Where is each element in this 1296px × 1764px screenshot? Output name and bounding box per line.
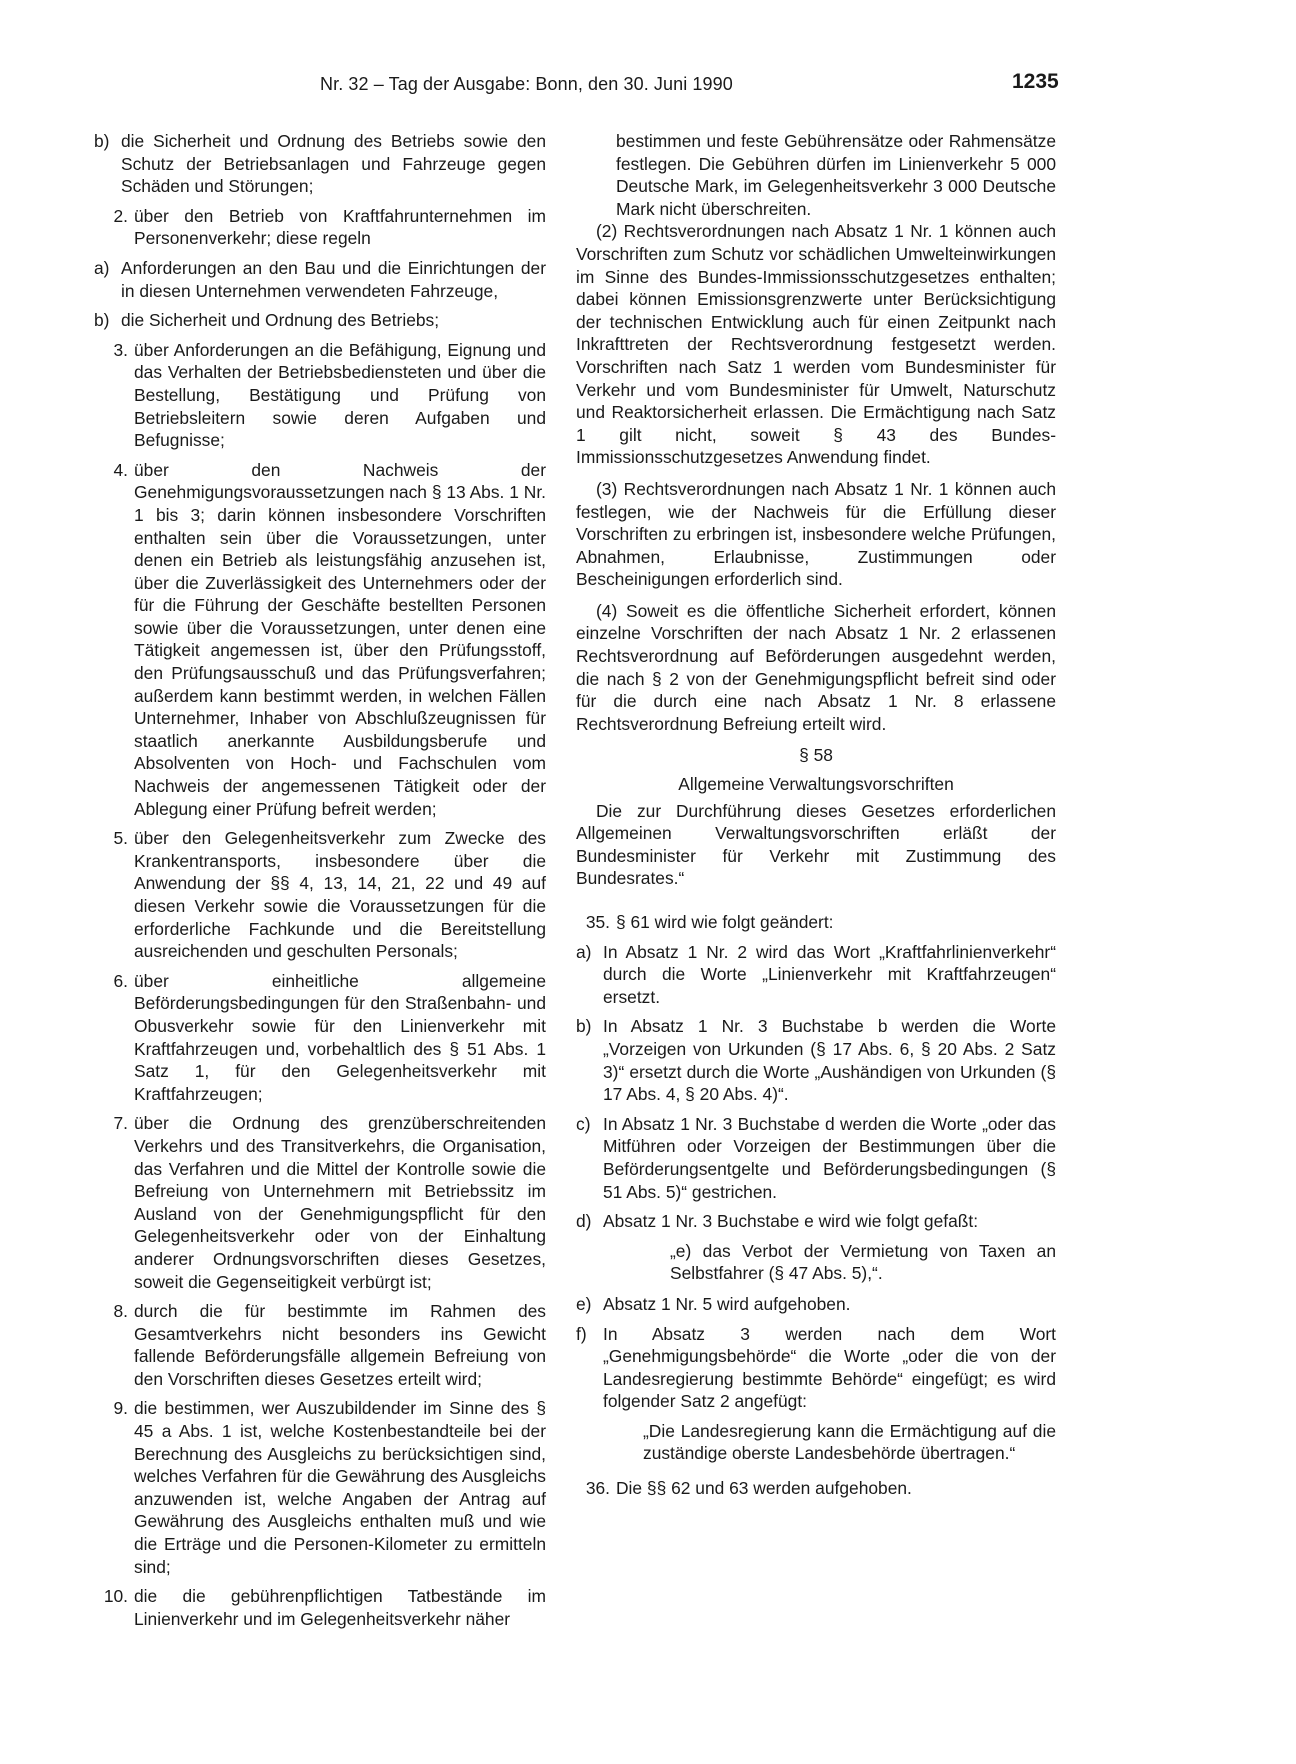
- list-item: [94, 205, 546, 250]
- item-label: 35.: [585, 912, 610, 932]
- item-text: In Absatz 3 werden nach dem Wort „Genehmigungsbehörde“ die Worte „oder die von der Landesregierung bestimmte Behörde“ eingefügt; es wird folgender Satz 2 angefügt:: [603, 1323, 1056, 1412]
- sub-item: [94, 130, 546, 198]
- paragraph: (2) Rechtsverordnungen nach Absatz 1 Nr. 1 können auch Vorschriften zum Schutz vor schädlichen Umwelteinwirkungen im Sinne des Bundes-Immissionsschutzgesetzes enthalten; dabei können Emissionsgrenzwerte unter Berücksichtigung der technischen Entwicklung auch für einen Zeitpunkt nach Inkrafttreten der Rechtsverordnung festgesetzt werden. Vorschriften nach Satz 1 werden vom Bundesminister für Verkehr und vom Bundesminister für Umwelt, Naturschutz und Reaktorsicherheit erlassen. Die Ermächtigung nach Satz 1 gilt nicht, soweit § 43 des Bundes-Immissionsschutzgesetzes Anwendung findet.: [576, 221, 1056, 468]
- list-item: [94, 827, 546, 963]
- item-text: Die §§ 62 und 63 werden aufgehoben.: [616, 1478, 912, 1499]
- page-header: Nr. 32 – Tag der Ausgabe: Bonn, den 30. Juni 1990: [320, 74, 733, 94]
- item-label: 8.: [113, 1301, 128, 1322]
- item-label: a): [576, 941, 592, 962]
- list-item: [94, 970, 546, 1106]
- item-label: 6.: [113, 970, 128, 991]
- left-column: [94, 130, 546, 1637]
- item-label: 5.: [113, 828, 128, 849]
- item-label: 3.: [113, 339, 128, 360]
- continuation-text: bestimmen und feste Gebührensätze oder Rahmensätze festlegen. Die Gebühren dürfen im Linienverkehr 5 000 Deutsche Mark, im Gelegenheitsverkehr 3 000 Deutsche Mark nicht überschreiten.: [616, 131, 1056, 219]
- item-label: b): [94, 131, 110, 151]
- list-item: [94, 459, 546, 821]
- item-label: c): [576, 1113, 591, 1134]
- paragraph: Die zur Durchführung dieses Gesetzes erforderlichen Allgemeinen Verwaltungsvorschriften erläßt der Bundesminister für Verkehr mit Zustimmung des Bundesrates.“: [576, 800, 1056, 889]
- item-text: über den Nachweis der Genehmigungsvoraussetzungen nach § 13 Abs. 1 Nr. 1 bis 3; darin können insbesondere Vorschriften enthalten sein über die Voraussetzungen, unter denen ein Betrieb als leistungsfähig anzusehen ist, über die Zuverlässigkeit des Unternehmers oder der für die Führung der Geschäfte bestellten Personen sowie über die Voraussetzungen, unter denen eine Tätigkeit angemessen ist, über den Prüfungsstoff, den Prüfungsausschuß und das Prüfungsverfahren; außerdem kann bestimmt werden, in welchen Fällen Unternehmer, Inhaber von Abschlußzeugnissen für staatlich anerkannte Ausbildungsberufe und Absolventen von Hoch- und Fachschulen vom Nachweis der angemessenen Tätigkeit oder der Ablegung einer Prüfung befreit werden;: [134, 459, 546, 819]
- item-label: 36.: [585, 1478, 610, 1499]
- item-text: die bestimmen, wer Auszubildender im Sinne des § 45 a Abs. 1 ist, welche Kostenbestandteile bei der Berechnung des Ausgleichs zu berücksichtigen sind, welches Verfahren für die Gewährung des Ausgleichs anzuwenden ist, welche Angaben der Antrag auf Gewährung des Ausgleichs enthalten muß und wie die Erträge und die Personen-Kilometer zu ermitteln sind;: [134, 1398, 546, 1577]
- item-text: die Sicherheit und Ordnung des Betriebs sowie den Schutz der Betriebsanlagen und Fahrzeuge gegen Schäden und Störungen;: [121, 131, 546, 197]
- item-label: 7.: [113, 1113, 128, 1134]
- list-item: [94, 339, 546, 452]
- item-text: über einheitliche allgemeine Beförderungsbedingungen für den Straßenbahn- und Obusverkehr sowie für den Linienverkehr mit Kraftfahrzeugen und, vorbehaltlich des § 51 Abs. 1 Satz 1, für den Gelegenheitsverkehr mit Kraftfahrzeugen;: [134, 970, 546, 1104]
- section-heading: Allgemeine Verwaltungsvorschriften: [678, 774, 954, 795]
- item-text: durch die für bestimmte im Rahmen des Gesamtverkehrs nicht besonders ins Gewicht fallende Beförderungsfälle allgemein Befreiung von den Vorschriften dieses Gesetzes erteilt wird;: [134, 1301, 546, 1389]
- item-text: Absatz 1 Nr. 5 wird aufgehoben.: [603, 1293, 851, 1314]
- item-label: b): [576, 1016, 592, 1037]
- sub-item: [94, 309, 546, 332]
- sub-item: [94, 257, 546, 302]
- item-label: 4.: [113, 459, 128, 480]
- sub-item: [576, 1323, 1056, 1413]
- list-item: [94, 1585, 546, 1630]
- item-label: d): [576, 1211, 592, 1232]
- page-number: 1235: [1012, 70, 1059, 93]
- item-text: die die gebührenpflichtigen Tatbestände im Linienverkehr und im Gelegenheitsverkehr näher: [134, 1586, 546, 1629]
- item-text: In Absatz 1 Nr. 2 wird das Wort „Kraftfahrlinienverkehr“ durch die Worte „Linienverkehr mit Kraftfahrzeugen“ ersetzt.: [603, 941, 1056, 1007]
- item-text: über den Gelegenheitsverkehr zum Zwecke des Krankentransports, insbesondere über die Anwendung der §§ 4, 13, 14, 21, 22 und 49 auf diesen Verkehr sowie die Voraussetzungen für die erforderliche Fachkunde und die Bereitstellung ausreichenden und geschulten Personals;: [134, 828, 546, 962]
- item-label: 2.: [113, 205, 128, 226]
- sub-item: [576, 1015, 1056, 1105]
- item-label: b): [94, 310, 110, 331]
- quoted-text: „e) das Verbot der Vermietung von Taxen an Selbstfahrer (§ 47 Abs. 5),“.: [670, 1240, 1056, 1284]
- spacer: [576, 899, 1056, 911]
- item-label: f): [576, 1323, 587, 1344]
- item-text: über den Betrieb von Kraftfahrunternehmen im Personenverkehr; diese regeln: [134, 205, 546, 249]
- item-text: die Sicherheit und Ordnung des Betriebs;: [121, 310, 440, 331]
- list-item: [576, 911, 1056, 934]
- section-heading: § 58: [799, 745, 833, 766]
- item-text: Anforderungen an den Bau und die Einrichtungen der in diesen Unternehmen verwendeten Fahrzeuge,: [121, 257, 546, 301]
- item-label: e): [576, 1293, 592, 1314]
- paragraph: (3) Rechtsverordnungen nach Absatz 1 Nr. 1 können auch festlegen, wie der Nachweis für die Erfüllung dieser Vorschriften zu erbringen ist, insbesondere welche Prüfungen, Abnahmen, Erlaubnisse, Zustimmungen oder Bescheinigungen erforderlich sind.: [576, 478, 1056, 590]
- list-item: [94, 1112, 546, 1293]
- item-label: 9.: [113, 1398, 128, 1419]
- list-item: [94, 1397, 546, 1578]
- item-text: Absatz 1 Nr. 3 Buchstabe e wird wie folgt gefaßt:: [603, 1211, 979, 1232]
- spacer: [576, 1465, 1056, 1477]
- sub-item: [576, 1210, 1056, 1233]
- item-text: § 61 wird wie folgt geändert:: [616, 912, 834, 932]
- item-text: über Anforderungen an die Befähigung, Eignung und das Verhalten der Betriebsbediensteten und über die Bestellung, Bestätigung und Prüfung von Betriebsleitern sowie deren Aufgaben und Befugnisse;: [134, 339, 546, 451]
- list-item: [94, 1300, 546, 1390]
- paragraph: (4) Soweit es die öffentliche Sicherheit erfordert, können einzelne Vorschriften der nach Absatz 1 Nr. 2 erlassenen Rechtsverordnung auf Beförderungen ausgedehnt werden, die nach § 2 von der Genehmigungspflicht befreit sind oder für die durch eine nach Absatz 1 Nr. 8 erlassene Rechtsverordnung Befreiung erteilt wird.: [576, 600, 1056, 734]
- continuation-text: „Die Landesregierung kann die Ermächtigung auf die zuständige oberste Landesbehörde übertragen.“: [643, 1420, 1056, 1464]
- item-label: 10.: [103, 1586, 128, 1607]
- item-text: über die Ordnung des grenzüberschreitenden Verkehrs und des Transitverkehrs, die Organisation, das Verfahren und die Mittel der Kontrolle sowie die Befreiung von Unternehmern mit Betriebssitz im Ausland von der Genehmigungspflicht für den Gelegenheitsverkehr oder von der Einhaltung anderer Ordnungsvorschriften dieses Gesetzes, soweit die Gegenseitigkeit verbürgt ist;: [134, 1113, 546, 1292]
- list-item: [576, 1477, 1056, 1500]
- item-label: a): [94, 257, 110, 278]
- sub-item: [576, 941, 1056, 1009]
- item-text: In Absatz 1 Nr. 3 Buchstabe b werden die Worte „Vorzeigen von Urkunden (§ 17 Abs. 6, § 20 Abs. 2 Satz 3)“ ersetzt durch die Worte „Aushändigen von Urkunden (§ 17 Abs. 4, § 20 Abs. 4)“.: [603, 1016, 1056, 1105]
- item-text: In Absatz 1 Nr. 3 Buchstabe d werden die Worte „oder das Mitführen oder Vorzeigen der Bestimmungen über die Beförderungsentgelte und Beförderungsbedingungen (§ 51 Abs. 5)“ gestrichen.: [603, 1113, 1056, 1202]
- sub-item: [576, 1113, 1056, 1203]
- right-column: [576, 130, 1056, 1507]
- sub-item: [576, 1293, 1056, 1316]
